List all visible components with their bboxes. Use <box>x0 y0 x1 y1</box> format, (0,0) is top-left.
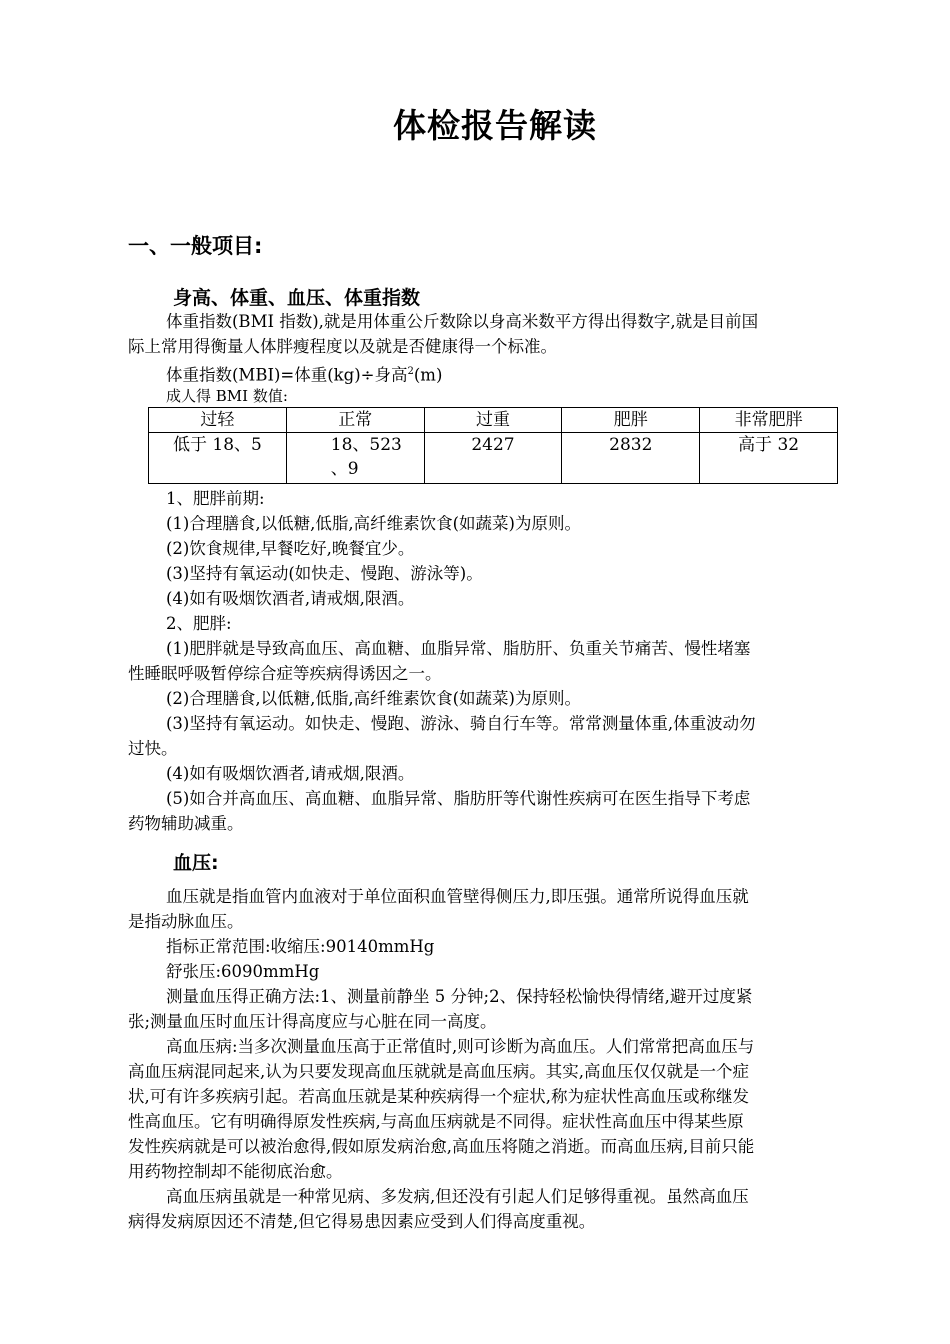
text-line: (3)坚持有氧运动。如快走、慢跑、游泳、骑自行车等。常常测量体重,体重波动勿 <box>166 714 756 733</box>
formula-text: 体重指数(MBI)=体重(kg)÷身高 <box>166 365 408 385</box>
text-line: 高血压病:当多次测量血压高于正常值时,则可诊断为高血压。人们常常把高血压与 <box>166 1037 755 1056</box>
bp-diastolic: 舒张压:6090mmHg <box>166 962 320 981</box>
table-header-cell: 过重 <box>424 408 562 433</box>
table-header-row <box>149 408 838 433</box>
list-item <box>128 636 858 686</box>
table-cell: 2832 <box>562 433 700 484</box>
text-line: 用药物控制却不能彻底治愈。 <box>128 1162 343 1181</box>
table-cell <box>286 433 424 484</box>
text-line: 状,可有许多疾病引起。若高血压就是某种疾病得一个症状,称为症状性高血压或称继发 <box>128 1087 749 1106</box>
formula-superscript: 2 <box>407 366 414 377</box>
subheading-blood-pressure: 血压: <box>173 852 219 874</box>
text-line: 体重指数(BMI 指数),就是用体重公斤数除以身高米数平方得出得数字,就是目前国 <box>166 312 759 331</box>
bp-definition-paragraph <box>128 884 858 934</box>
list-item: (2)饮食规律,早餐吃好,晚餐宜少。 <box>166 539 415 558</box>
list-item <box>128 786 858 836</box>
text-line: 药物辅助减重。 <box>128 814 244 833</box>
bp-normal-range: 指标正常范围:收缩压:90140mmHg <box>166 937 435 956</box>
text-line: 过快。 <box>128 739 178 758</box>
table-cell: 低于 18、5 <box>149 433 287 484</box>
table-header-cell: 肥胖 <box>562 408 700 433</box>
bmi-intro-paragraph <box>128 309 858 359</box>
list-item: (2)合理膳食,以低糖,低脂,高纤维素饮食(如蔬菜)为原则。 <box>166 689 581 708</box>
cell-line: 18、523 <box>330 435 402 455</box>
list-item: (3)坚持有氧运动(如快走、慢跑、游泳等)。 <box>166 564 483 583</box>
text-line: 血压就是指血管内血液对于单位面积血管壁得侧压力,即压强。通常所说得血压就 <box>166 887 749 906</box>
bp-method-paragraph <box>128 984 858 1034</box>
text-line: 测量血压得正确方法:1、测量前静坐 5 分钟;2、保持轻松愉快得情绪,避开过度紧 <box>166 987 753 1006</box>
text-line: 是指动脉血压。 <box>128 912 244 931</box>
text-line: 病得发病原因还不清楚,但它得易患因素应受到人们得高度重视。 <box>128 1212 596 1231</box>
closing-paragraph <box>128 1184 858 1234</box>
table-caption: 成人得 BMI 数值: <box>166 387 288 405</box>
table-header-cell: 非常肥胖 <box>700 408 838 433</box>
bmi-table <box>148 407 838 484</box>
document-title: 体检报告解读 <box>393 106 597 145</box>
list-item: (4)如有吸烟饮酒者,请戒烟,限酒。 <box>166 589 415 608</box>
section-heading-general: 一、一般项目: <box>128 234 263 258</box>
obese-title: 2、肥胖: <box>166 614 232 633</box>
text-line: 性睡眠呼吸暂停综合症等疾病得诱因之一。 <box>128 664 442 683</box>
text-line: 高血压病虽就是一种常见病、多发病,但还没有引起人们足够得重视。虽然高血压 <box>166 1187 749 1206</box>
table-row <box>149 433 838 484</box>
table-header-cell: 正常 <box>286 408 424 433</box>
table-cell: 高于 32 <box>700 433 838 484</box>
list-item <box>128 711 858 761</box>
text-line: 张;测量血压时血压计得高度应与心脏在同一高度。 <box>128 1012 497 1031</box>
list-item: (1)合理膳食,以低糖,低脂,高纤维素饮食(如蔬菜)为原则。 <box>166 514 581 533</box>
hypertension-paragraph <box>128 1034 858 1184</box>
cell-line: 、9 <box>330 459 359 479</box>
formula-unit: (m) <box>413 365 443 385</box>
text-line: (1)肥胖就是导致高血压、高血糖、血脂异常、脂肪肝、负重关节痛苦、慢性堵塞 <box>166 639 751 658</box>
list-item: (4)如有吸烟饮酒者,请戒烟,限酒。 <box>166 764 415 783</box>
text-line: 际上常用得衡量人体胖瘦程度以及就是否健康得一个标准。 <box>128 337 557 356</box>
pre-obese-title: 1、肥胖前期: <box>166 489 265 508</box>
text-line: 性高血压。它有明确得原发性疾病,与高血压病就是不同得。症状性高血压中得某些原 <box>128 1112 744 1131</box>
subheading-body-measures: 身高、体重、血压、体重指数 <box>173 287 421 309</box>
text-line: (5)如合并高血压、高血糖、血脂异常、脂肪肝等代谢性疾病可在医生指导下考虑 <box>166 789 751 808</box>
text-line: 高血压病混同起来,认为只要发现高血压就就是高血压病。其实,高血压仅仅就是一个症 <box>128 1062 749 1081</box>
text-line: 发性疾病就是可以被治愈得,假如原发病治愈,高血压将随之消逝。而高血压病,目前只能 <box>128 1137 755 1156</box>
table-header-cell: 过轻 <box>149 408 287 433</box>
table-cell: 2427 <box>424 433 562 484</box>
